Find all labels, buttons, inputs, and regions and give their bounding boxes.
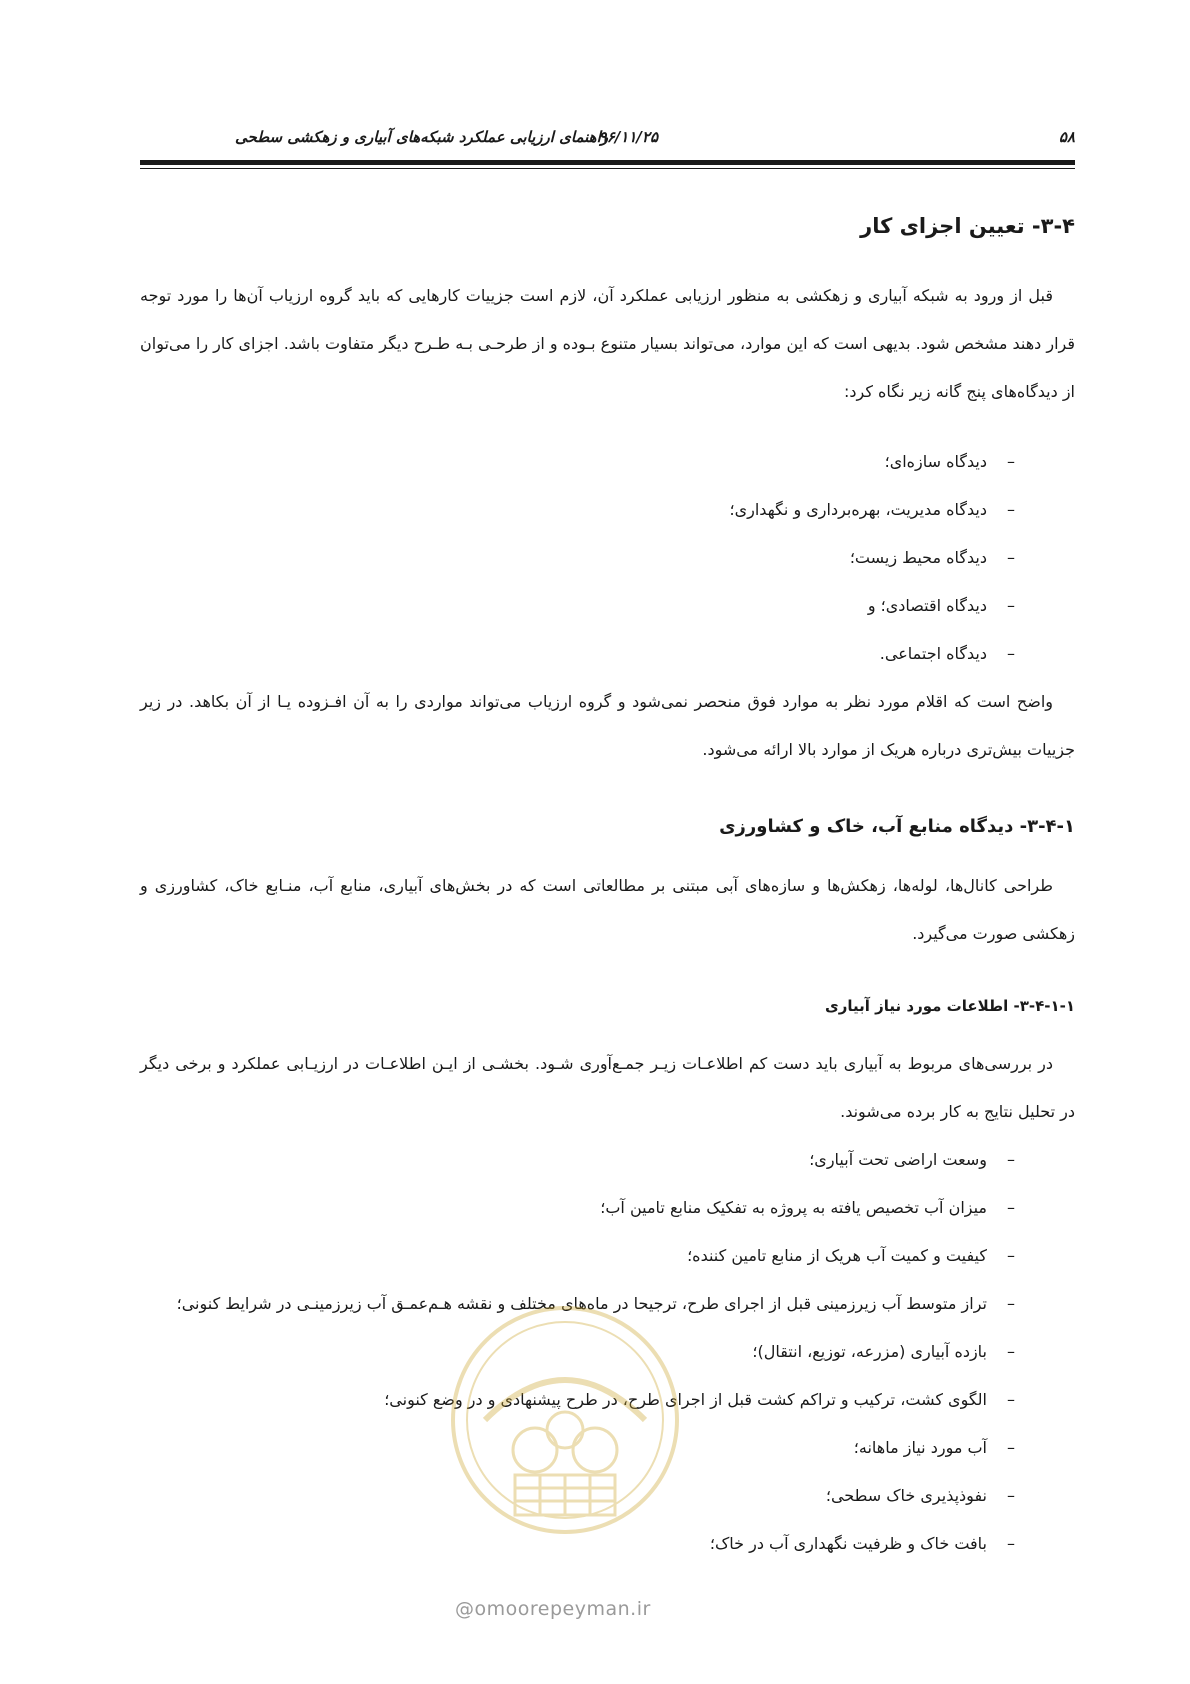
irrigation-info-item-text: تراز متوسط آب زیرزمینی قبل از اجرای طرح، ترجیحا در ماه‌های مختلف و نقشه هـم‌عمـق آب زیرزمینـی در شرایط کنونی؛ — [176, 1294, 987, 1313]
watermark-url: @omoorepeyman.ir — [455, 1598, 651, 1620]
list-dash-marker: – — [1007, 1294, 1015, 1313]
list-dash-marker: – — [1007, 1438, 1015, 1457]
list-dash-marker: – — [1007, 548, 1015, 567]
list-dash-marker: – — [1007, 596, 1015, 615]
subsection-heading: ۳-۴-۱- دیدگاه منابع آب، خاک و کشاورزی — [719, 816, 1075, 837]
list-dash-marker: – — [1007, 1342, 1015, 1361]
viewpoint-item — [140, 630, 1015, 678]
subsection-text: طراحی کانال‌ها، لوله‌ها، زهکش‌ها و سازه‌های آبی مبتنی بر مطالعاتی است که در بخش‌های آبیاری، منابع آب، منـابع خاک، کشاورزی و زهکشی صورت می‌گیرد. — [140, 876, 1075, 943]
list-dash-marker: – — [1007, 644, 1015, 663]
subsubsection-heading: ۳-۴-۱-۱- اطلاعات مورد نیاز آبیاری — [825, 997, 1075, 1015]
header-rule-thick — [140, 160, 1075, 165]
list-dash-marker: – — [1007, 1246, 1015, 1265]
list-dash-marker: – — [1007, 1150, 1015, 1169]
viewpoint-item — [140, 534, 1015, 582]
list-dash-marker: – — [1007, 1534, 1015, 1553]
running-header — [140, 126, 1075, 150]
irrigation-info-item-text: وسعت اراضی تحت آبیاری؛ — [809, 1150, 987, 1169]
irrigation-info-item-text: نفوذپذیری خاک سطحی؛ — [825, 1486, 987, 1505]
header-title: راهنمای ارزیابی عملکرد شبکه‌های آبیاری و زهکشی سطحی — [235, 128, 608, 146]
viewpoint-item-text: دیدگاه محیط زیست؛ — [849, 548, 987, 567]
irrigation-info-item-text: الگوی کشت، ترکیب و تراکم کشت قبل از اجرای طرح، در طرح پیشنهادی و در وضع کنونی؛ — [384, 1390, 987, 1409]
viewpoint-item — [140, 486, 1015, 534]
header-rule-thin — [140, 168, 1075, 169]
irrigation-info-item-text: میزان آب تخصیص یافته به پروژه به تفکیک منابع تامین آب؛ — [600, 1198, 987, 1217]
section-intro: قبل از ورود به شبکه آبیاری و زهکشی به منظور ارزیابی عملکرد آن، لازم است جزییات کارهایی که باید گروه ارزیاب آن‌ها را مورد توجه قرار دهند مشخص شود. بدیهی است که این موارد، می‌تواند بسیار متنوع بـوده و از طرحـی بـه طـرح دیگر متفاوت باشد. اجزای کار را می‌توان از دیدگاه‌های پنج گانه زیر نگاه کرد: — [140, 286, 1075, 401]
viewpoint-item — [140, 438, 1015, 486]
irrigation-info-item — [140, 1136, 1015, 1184]
viewpoint-item-text: دیدگاه اقتصادی؛ و — [867, 596, 987, 615]
irrigation-info-item-text: بافت خاک و ظرفیت نگهداری آب در خاک؛ — [709, 1534, 987, 1553]
viewpoints-list — [140, 438, 1075, 678]
header-date: ۹۶/۱۱/۲۵ — [598, 128, 658, 146]
publisher-seal-watermark — [445, 1300, 685, 1540]
page-number: ۵۸ — [1058, 128, 1075, 146]
viewpoint-item-text: دیدگاه اجتماعی. — [879, 644, 987, 663]
irrigation-info-item-text: بازده آبیاری (مزرعه، توزیع، انتقال)؛ — [752, 1342, 987, 1361]
irrigation-info-item — [140, 1184, 1015, 1232]
viewpoint-item — [140, 582, 1015, 630]
viewpoint-item-text: دیدگاه سازه‌ای؛ — [884, 452, 987, 471]
list-dash-marker: – — [1007, 1390, 1015, 1409]
irrigation-info-item-text: کیفیت و کمیت آب هریک از منابع تامین کننده؛ — [687, 1246, 987, 1265]
viewpoint-item-text: دیدگاه مدیریت، بهره‌برداری و نگهداری؛ — [729, 500, 987, 519]
section-heading: ۳-۴- تعیین اجزای کار — [860, 214, 1075, 238]
irrigation-info-item — [140, 1232, 1015, 1280]
list-dash-marker: – — [1007, 500, 1015, 519]
irrigation-info-item-text: آب مورد نیاز ماهانه؛ — [853, 1438, 987, 1457]
list-dash-marker: – — [1007, 1198, 1015, 1217]
list-dash-marker: – — [1007, 1486, 1015, 1505]
section-closing: واضح است که اقلام مورد نظر به موارد فوق منحصر نمی‌شود و گروه ارزیاب می‌تواند مواردی را به آن افـزوده یـا از آن بکاهد. در زیر جزییات بیش‌تری درباره هریک از موارد بالا ارائه می‌شود. — [140, 692, 1075, 759]
subsubsection-text: در بررسی‌های مربوط به آبیاری باید دست کم اطلاعـات زیـر جمـع‌آوری شـود. بخشـی از ایـن اطلاعـات در ارزیـابی عملکرد و برخی دیگر در تحلیل نتایج به کار برده می‌شوند. — [140, 1054, 1075, 1121]
list-dash-marker: – — [1007, 452, 1015, 471]
